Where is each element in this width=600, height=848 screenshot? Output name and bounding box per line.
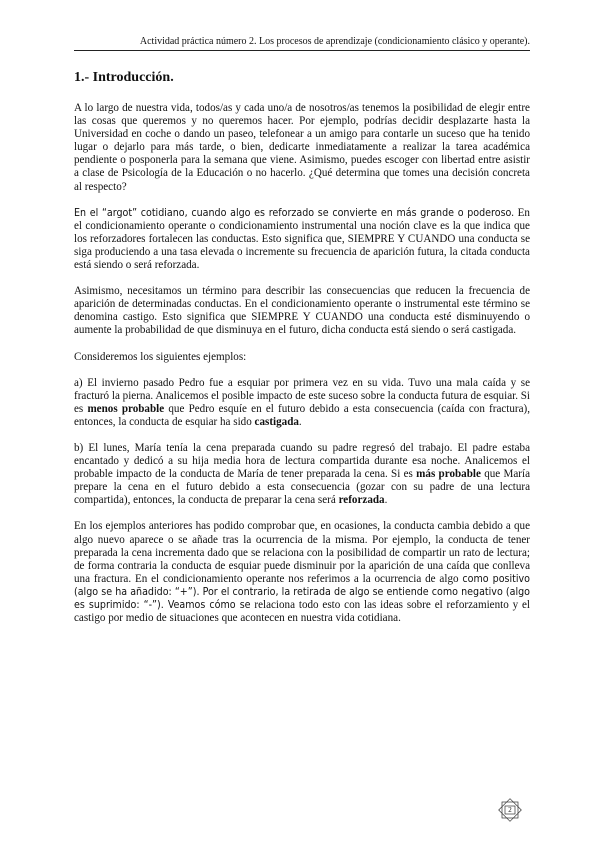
running-header: Actividad práctica número 2. Los procesos de aprendizaje (condicionamiento clásico y operante). bbox=[74, 36, 530, 51]
example-b-text: b) El lunes, María tenía la cena preparada cuando su padre regresó del trabajo. El padre estaba encantado y dedicó a su hija media hora de lectura compartida durante esa noche. Analicemos el probable impacto de la conducta de María de tener preparada la cena. Si es bbox=[74, 441, 530, 481]
example-b-text-2: que María prepare la cena en el futuro debido a esta consecuencia (gozar con su padre de una lectura compartida), entonces, la conducta de preparar la cena será bbox=[74, 468, 531, 507]
reinforcement-definition: En el condicionamiento operante o condicionamiento instrumental una noción clave es la que indica que los reforzadores fortalecen las conductas. Esto significa que, SIEMPRE Y CUANDO una conducta se siga produciendo a una tasa elevada o incremente su frecuencia de aparición futura, la citada conducta está siendo o será reforzada. bbox=[74, 206, 530, 272]
paragraph-punishment: Asimismo, necesitamos un término para describir las consecuencias que reducen la frecuencia de aparición de determinadas conductas. En el condicionamiento operante o instrumental este término se denomina castigo. Esto significa que SIEMPRE Y CUANDO una conducta esté disminuyendo o aumente la probabilidad de que disminuya en el futuro, dicha conducta está siendo o será castigada. bbox=[74, 285, 530, 337]
paragraph-examples-intro: Consideremos los siguientes ejemplos: bbox=[74, 350, 247, 363]
example-a-text-2: que Pedro esquíe en el futuro debido a esta consecuencia (caída con fractura), entonces, la conducta de esquiar ha sido bbox=[74, 402, 531, 428]
conclusion-end: relaciona todo esto con las ideas sobre el reforzamiento y el castigo por medio de situaciones que acontecen en nuestra vida cotidiana. bbox=[74, 599, 531, 625]
example-a-emphasis: menos probable bbox=[87, 402, 165, 415]
document-body bbox=[74, 70, 530, 638]
example-a-result: castigada bbox=[254, 415, 299, 428]
paragraph-example-b bbox=[74, 442, 530, 507]
example-b-emphasis: más probable bbox=[416, 468, 481, 481]
page-number-ornament bbox=[496, 796, 524, 824]
example-b-result: reforzada bbox=[338, 494, 385, 507]
conclusion-alt-text: como positivo (algo se ha añadido: “+”). Por el contrario, la retirada de algo se entiende como negativo (algo es suprimido: “-”). Veamos cómo se bbox=[74, 572, 530, 611]
conclusion-text: En los ejemplos anteriores has podido comprobar que, en ocasiones, la conducta cambia debido a que algo nuevo aparece o se añade tras la ocurrencia de la misma. Por ejemplo, la conducta de tener preparada la cena incrementa dado que se relaciona con la posibilidad de compartir un rato de lectura; de forma contraria la conducta de esquiar puede disminuir por la aparición de una caída que conlleva una fractura. En el condicionamiento operante nos referimos a la ocurrencia de algo bbox=[74, 520, 530, 585]
paragraph-example-a bbox=[74, 377, 530, 429]
argot-sentence: En el “argot” cotidiano, cuando algo es reforzado se convierte en más grande o poderoso. bbox=[74, 206, 515, 219]
page-number: 2 bbox=[508, 806, 512, 814]
section-title: 1.- Introducción. bbox=[74, 70, 174, 85]
paragraph-intro: A lo largo de nuestra vida, todos/as y cada uno/a de nosotros/as tenemos la posibilidad de elegir entre las cosas que queremos y no queremos hacer. Por ejemplo, podrías decidir desplazarte hasta la Universidad en coche o dando un paseo, telefonear a un amigo para contarle un suceso que ha tenido lugar o dejarlo para más tarde, o bien, dedicarte inmediatamente a realizar la tarea académica pendiente o posponerla para la semana que viene. Asimismo, puedes escoger con libertad entre asistir a clase de Psicología de la Educación o no hacerlo. ¿Qué determina que tomes una decisión concreta al respecto? bbox=[74, 102, 530, 193]
example-a-end: . bbox=[298, 415, 302, 428]
example-b-end: . bbox=[384, 494, 388, 507]
paragraph-reinforcement bbox=[74, 207, 530, 272]
paragraph-conclusion bbox=[74, 520, 530, 625]
example-a-text: a) El invierno pasado Pedro fue a esquiar por primera vez en su vida. Tuvo una mala caída y se fracturó la pierna. Analicemos el posible impacto de este suceso sobre la conducta futura de esquiar. Si es bbox=[74, 376, 530, 415]
